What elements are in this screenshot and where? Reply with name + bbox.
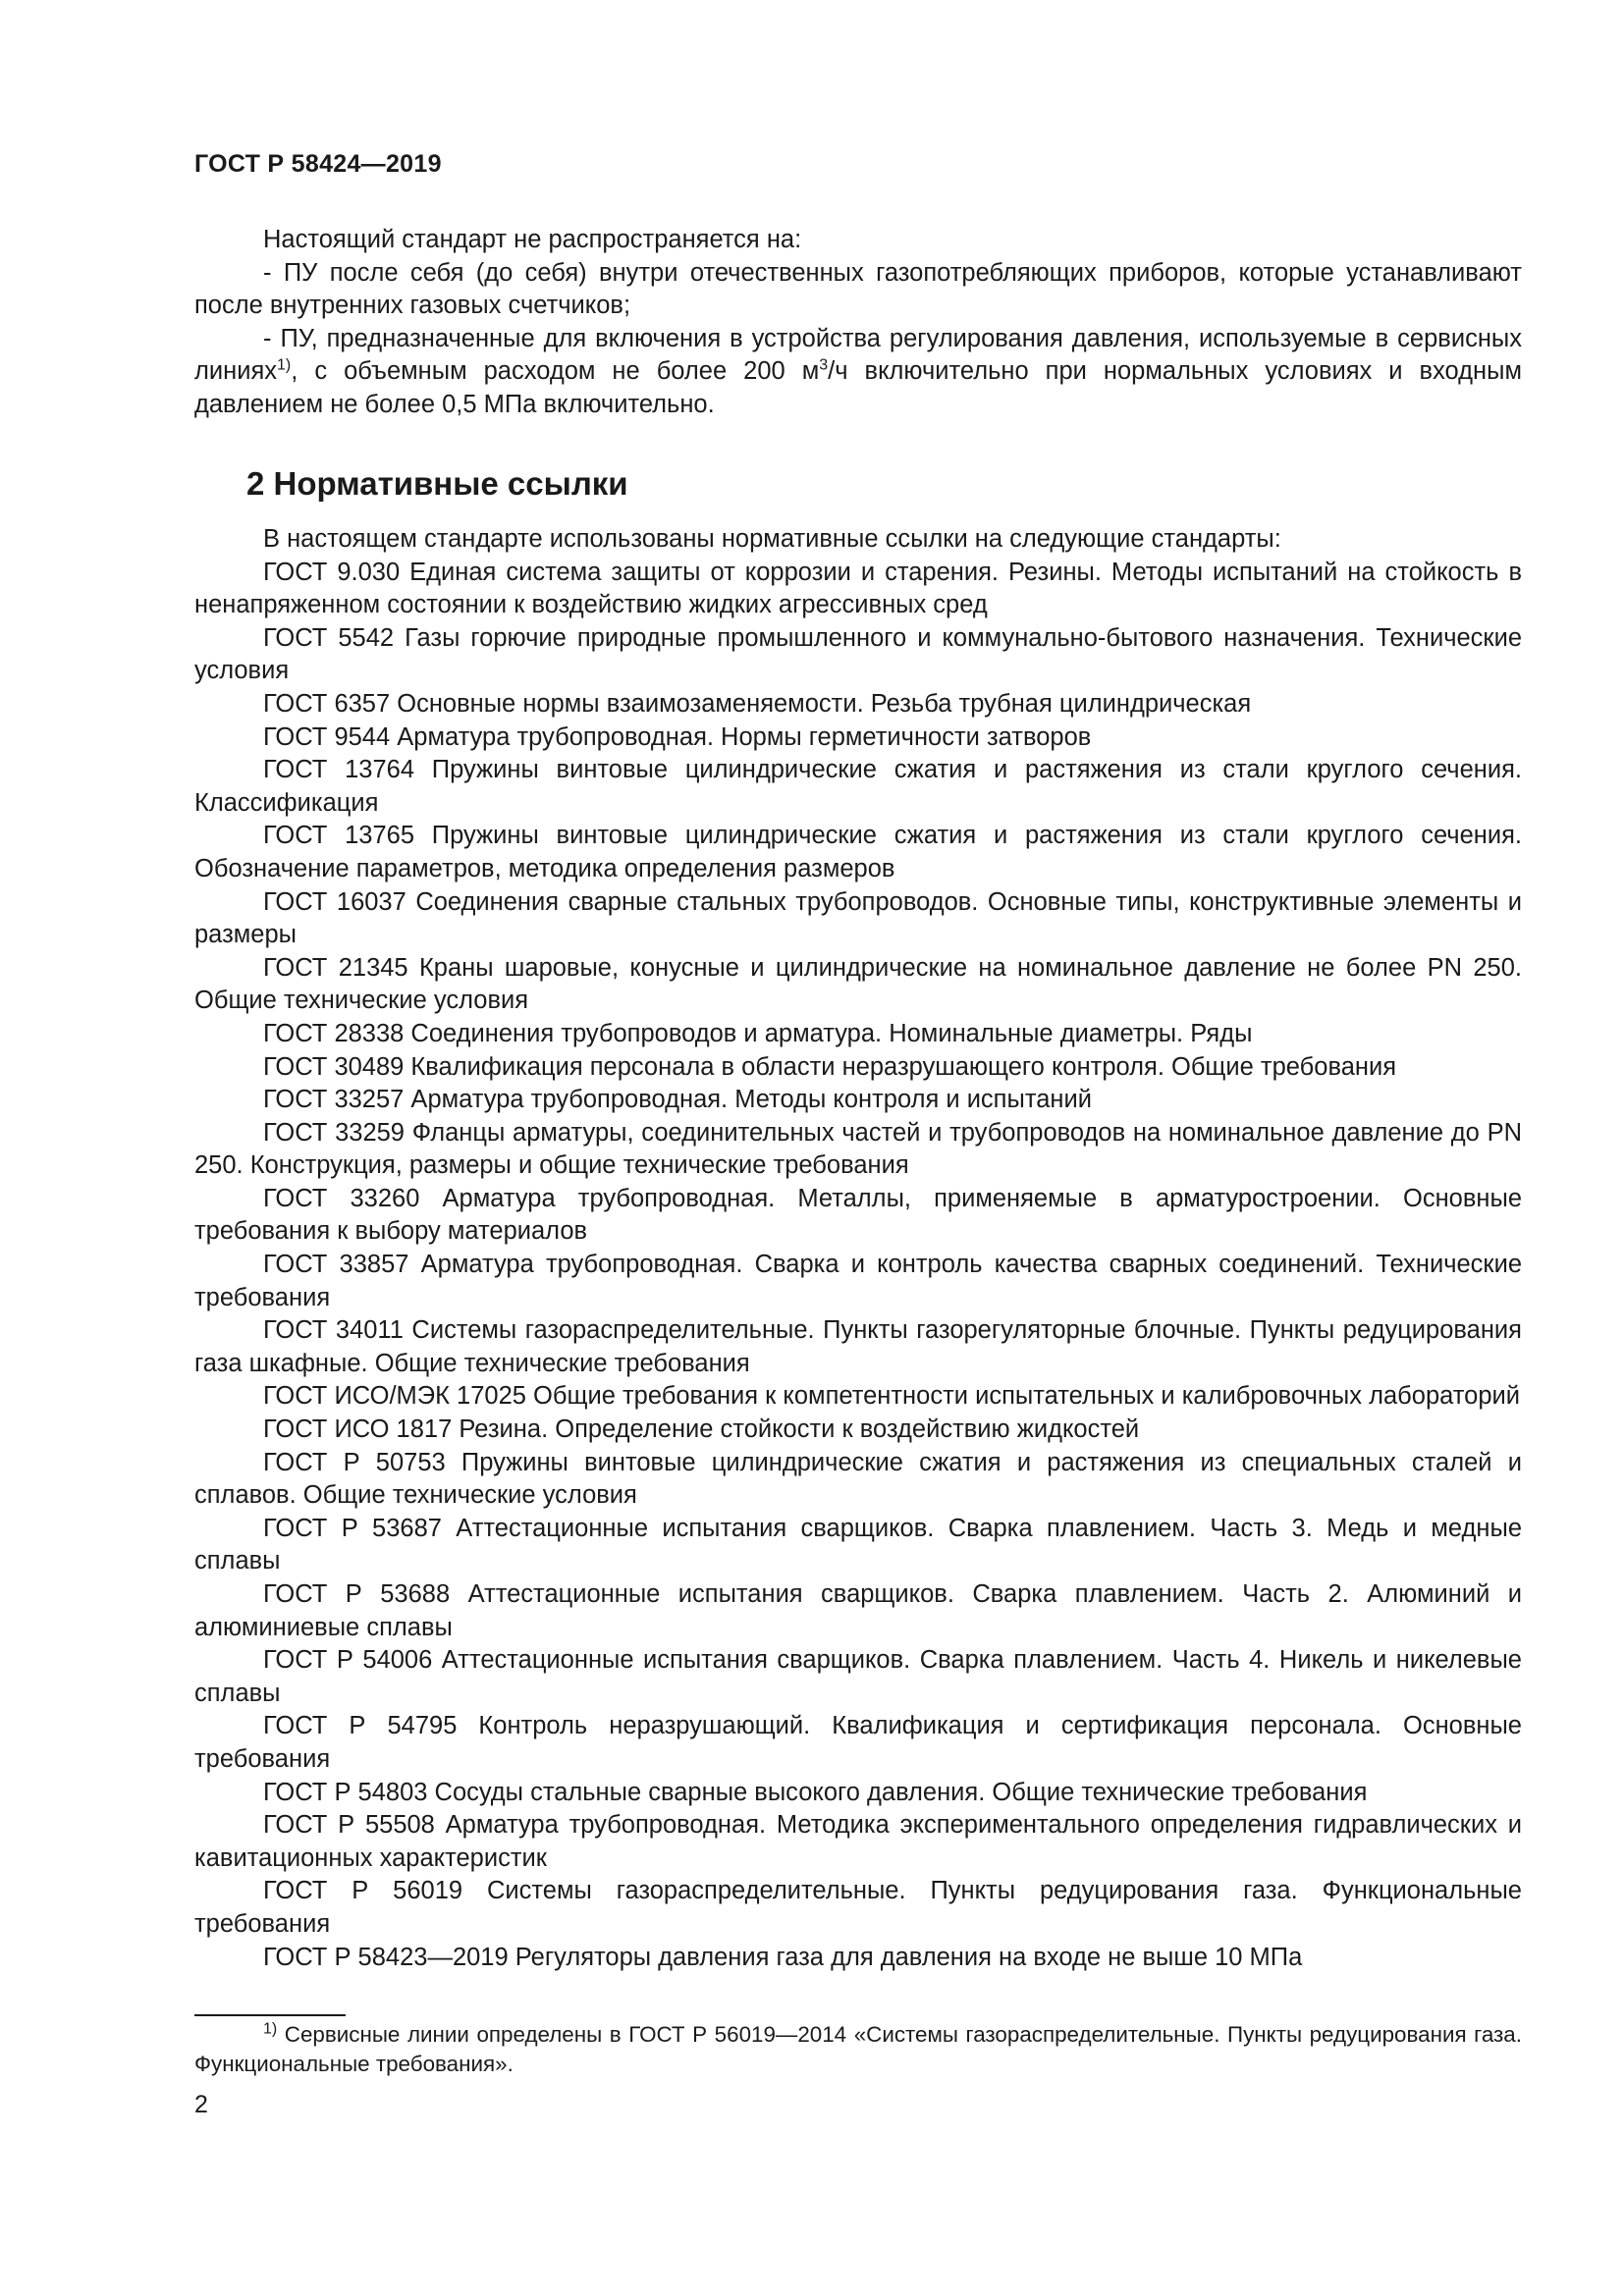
intro-paragraph: Настоящий стандарт не распространяется на:	[263, 226, 802, 253]
reference-item: ГОСТ 34011 Системы газораспределительные. Пункты газорегуляторные блочные. Пункты редуцирования газа шкафные. Общие технические требования	[194, 1316, 1522, 1377]
reference-item: ГОСТ 28338 Соединения трубопроводов и арматура. Номинальные диаметры. Ряды	[263, 1019, 1253, 1047]
reference-item: ГОСТ 33257 Арматура трубопроводная. Методы контроля и испытаний	[263, 1086, 1092, 1114]
intro-text: - ПУ, предназначенные для включения в устройства регулирования давления, используемые в сервисных линиях	[194, 324, 1522, 386]
reference-item: ГОСТ Р 54795 Контроль неразрушающий. Квалификация и сертификация персонала. Основные требования	[194, 1712, 1522, 1773]
footnote-paragraph	[194, 2020, 1522, 2079]
reference-item: ГОСТ 33260 Арматура трубопроводная. Металлы, применяемые в арматуростроении. Основные требования к выбору материалов	[194, 1184, 1522, 1246]
footnote-marker: 1)	[263, 2020, 278, 2038]
reference-item: ГОСТ Р 54803 Сосуды стальные сварные высокого давления. Общие технические требования	[263, 1778, 1368, 1806]
footnote-text: Сервисные линии определены в ГОСТ Р 56019—2014 «Системы газораспределительные. Пункты редуцирования газа. Функциональные требования».	[194, 2022, 1522, 2076]
reference-item: ГОСТ Р 58423—2019 Регуляторы давления газа для давления на входе не выше 10 МПа	[263, 1943, 1303, 1971]
reference-item: ГОСТ 16037 Соединения сварные стальных трубопроводов. Основные типы, конструктивные элементы и размеры	[194, 887, 1522, 949]
reference-item: ГОСТ 9.030 Единая система защиты от коррозии и старения. Резины. Методы испытаний на стойкость в ненапряженном состоянии к воздействию жидких агрессивных сред	[194, 558, 1522, 619]
reference-item: ГОСТ 21345 Краны шаровые, конусные и цилиндрические на номинальное давление не более PN 250. Общие технические условия	[194, 953, 1522, 1015]
reference-item: ГОСТ ИСО 1817 Резина. Определение стойкости к воздействию жидкостей	[263, 1415, 1140, 1444]
footnote	[194, 2020, 1522, 2079]
intro-text: /ч включительно при нормальных условиях и входным давлением не более 0,5 МПа включительно.	[194, 357, 1522, 418]
reference-item: ГОСТ Р 50753 Пружины винтовые цилиндрические сжатия и растяжения из специальных сталей и сплавов. Общие технические условия	[194, 1448, 1522, 1510]
intro-paragraph	[194, 323, 1522, 422]
reference-item: ГОСТ Р 55508 Арматура трубопроводная. Методика экспериментального определения гидравлических и кавитационных характеристик	[194, 1811, 1522, 1872]
reference-item: ГОСТ Р 56019 Системы газораспределительные. Пункты редуцирования газа. Функциональные требования	[194, 1877, 1522, 1938]
reference-item: ГОСТ Р 53687 Аттестационные испытания сварщиков. Сварка плавлением. Часть 3. Медь и медные сплавы	[194, 1514, 1522, 1575]
page-number: 2	[194, 2091, 208, 2118]
intro-block	[194, 224, 1522, 422]
footnote-divider	[194, 2014, 346, 2016]
reference-item: ГОСТ Р 54006 Аттестационные испытания сварщиков. Сварка плавлением. Часть 4. Никель и никелевые сплавы	[194, 1646, 1522, 1707]
intro-text: , с объемным расходом не более 200 м	[291, 357, 820, 386]
reference-item: ГОСТ 30489 Квалификация персонала в области неразрушающего контроля. Общие требования	[263, 1052, 1397, 1081]
reference-item: ГОСТ 13764 Пружины винтовые цилиндрические сжатия и растяжения из стали круглого сечения. Классификация	[194, 756, 1522, 817]
reference-item: ГОСТ 33259 Фланцы арматуры, соединительных частей и трубопроводов на номинальное давление до PN 250. Конструкция, размеры и общие технические требования	[194, 1118, 1522, 1180]
footnote-reference: 1)	[277, 356, 292, 374]
superscript: 3	[819, 356, 829, 374]
references-list	[194, 523, 1522, 1974]
reference-item: ГОСТ ИСО/МЭК 17025 Общие требования к компетентности испытательных и калибровочных лабораторий	[263, 1382, 1520, 1411]
section-title: 2 Нормативные ссылки	[246, 465, 628, 502]
reference-item: ГОСТ Р 53688 Аттестационные испытания сварщиков. Сварка плавлением. Часть 2. Алюминий и алюминиевые сплавы	[194, 1580, 1522, 1641]
reference-item: ГОСТ 33857 Арматура трубопроводная. Сварка и контроль качества сварных соединений. Технические требования	[194, 1251, 1522, 1311]
intro-paragraph: - ПУ после себя (до себя) внутри отечественных газопотребляющих приборов, которые устанавливают после внутренних газовых счетчиков;	[194, 258, 1522, 320]
reference-item: ГОСТ 13765 Пружины винтовые цилиндрические сжатия и растяжения из стали круглого сечения. Обозначение параметров, методика определения размеров	[194, 822, 1522, 882]
reference-item: ГОСТ 5542 Газы горючие природные промышленного и коммунально-бытового назначения. Технические условия	[194, 623, 1522, 685]
reference-item: ГОСТ 9544 Арматура трубопроводная. Нормы герметичности затворов	[263, 722, 1092, 751]
document-header: ГОСТ Р 58424—2019	[194, 150, 442, 178]
references-lead: В настоящем стандарте использованы нормативные ссылки на следующие стандарты:	[263, 525, 1281, 553]
reference-item: ГОСТ 6357 Основные нормы взаимозаменяемости. Резьба трубная цилиндрическая	[263, 689, 1252, 718]
